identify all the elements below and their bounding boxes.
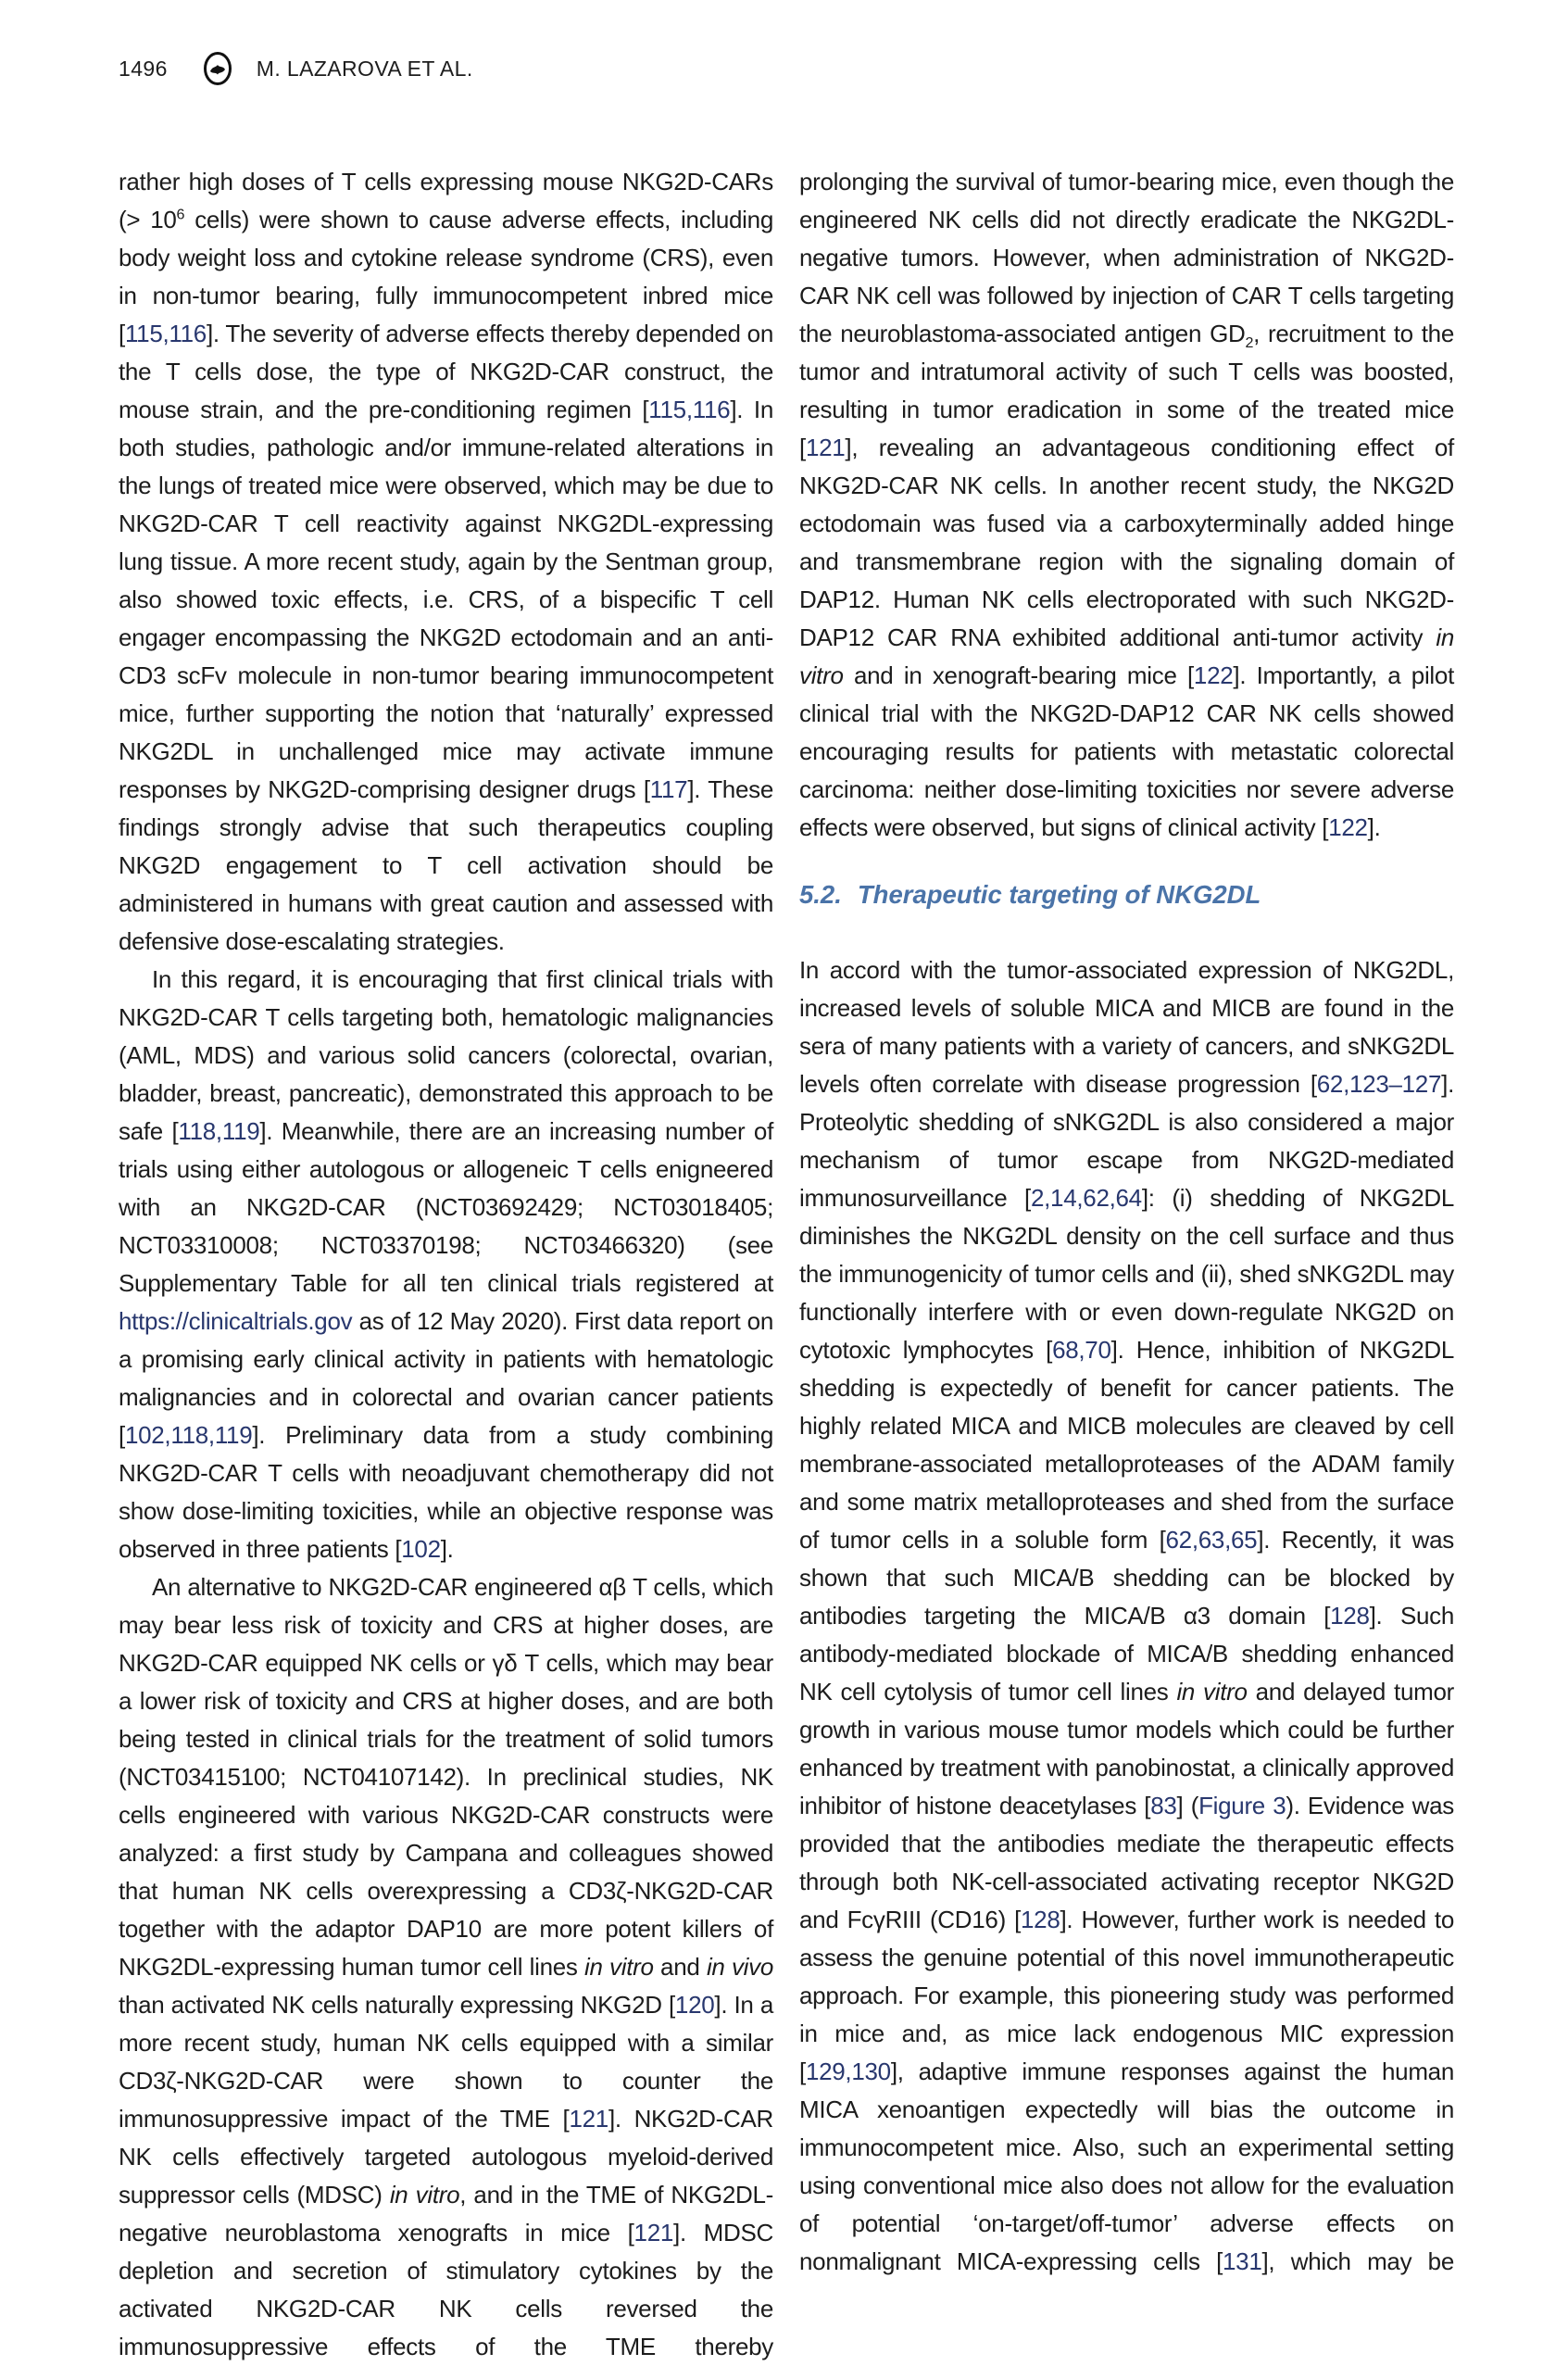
- text-run: ]. Such antibody-mediated blockade of MICA/B shedding enhanced NK cell cytolysis of tumor cell lines: [799, 1602, 1455, 1705]
- text-run: ]. Proteolytic shedding of sNKG2DL is also considered a major mechanism of tumor escape from NKG2D-mediated immunosurveillance [: [799, 1070, 1454, 1212]
- citation-link[interactable]: 68,70: [1052, 1336, 1111, 1364]
- text-run: ], which may be: [1261, 2247, 1454, 2275]
- citation-link[interactable]: 128: [1021, 1906, 1060, 1933]
- citation-link[interactable]: 131: [1223, 2247, 1262, 2275]
- paragraph: [119, 1568, 773, 2366]
- citation-link[interactable]: 121: [633, 2219, 674, 2246]
- citation-link[interactable]: 2,14,62,64: [1030, 1184, 1142, 1212]
- citation-link[interactable]: 122: [1328, 813, 1368, 841]
- text-run: as of 12 May 2020). First data report on a promising early clinical activity in patients with hematologic malignancies and in colorectal and ovarian cancer patients [: [119, 1307, 773, 1449]
- citation-link[interactable]: 115,116: [648, 396, 731, 423]
- article-body: [119, 163, 1454, 2366]
- text-run: ].: [440, 1535, 454, 1563]
- section-heading: [799, 875, 1454, 913]
- text-run: An alternative to NKG2D-CAR engineered αβ T cells, which may bear less risk of toxicity and CRS at higher doses, are NKG2D-CAR equipped NK cells or γδ T cells, which may bear a lower risk of toxicity and CRS at higher doses, and are both being tested in clinical trials for the treatment of solid tumors (NCT03415100; NCT04107142). In preclinical studies, NK cells engineered with various NKG2D-CAR constructs were analyzed: a first study by Campana and colleagues showed that human NK cells overexpressing a CD3ζ-NKG2D-CAR together with the adaptor DAP10 are more potent killers of NKG2DL-expressing human tumor cell lines: [119, 1573, 773, 1981]
- text-run: and delayed tumor growth in various mouse tumor models which could be further enhanced by treatment with panobinostat, a clinically approved inhibitor of histone deacetylases [: [799, 1678, 1454, 1819]
- paragraph: [799, 951, 1454, 2281]
- citation-link[interactable]: 115,116: [124, 320, 207, 347]
- italic-text: in vivo: [706, 1953, 773, 1981]
- text-run: ].: [1367, 813, 1381, 841]
- citation-link[interactable]: 128: [1330, 1602, 1370, 1630]
- subscript: 2: [1245, 334, 1254, 352]
- section-number: 5.2.: [799, 880, 842, 909]
- text-run: prolonging the survival of tumor-bearing mice, even though the engineered NK cells did not directly eradicate the NKG2DL-negative tumors. However, when administration of NKG2D-CAR NK cell was followed by injection of CAR T cells targeting the neuroblastoma-associated antigen GD: [799, 168, 1454, 347]
- section-title: Therapeutic targeting of NKG2DL: [857, 880, 1261, 909]
- text-run: ], adaptive immune responses against the human MICA xenoantigen expectedly will bias the outcome in immunocompetent mice. Also, such an experimental setting using conventional mice also does not allow for the evaluation of potential ‘on-target/off-tumor’ adverse effects on nonmalignant MICA-expressing cells [: [799, 2058, 1454, 2275]
- text-run: than activated NK cells naturally expressing NKG2D [: [119, 1991, 675, 2019]
- page-number: 1496: [119, 56, 168, 81]
- paragraph: [119, 163, 773, 961]
- text-run: In this regard, it is encouraging that first clinical trials with NKG2D-CAR T cells targeting both, hematologic malignancies (AML, MDS) and various solid cancers (colorectal, ovarian, bladder, breast, pancreatic), demonstrated this approach to be safe [: [119, 965, 773, 1145]
- text-run: ]. Hence, inhibition of NKG2DL shedding is expectedly of benefit for cancer patients. The highly related MICA and MICB molecules are cleaved by cell membrane-associated metalloproteases of the ADAM family and some matrix metalloproteases and shed from the surface of tumor cells in a soluble form [: [799, 1336, 1454, 1554]
- italic-text: in vitro: [1176, 1678, 1248, 1705]
- text-run: ]. Preliminary data from a study combining NKG2D-CAR T cells with neoadjuvant chemotherapy did not show dose-limiting toxicities, while an objective response was observed in three patients [: [119, 1421, 773, 1563]
- paragraph: [799, 163, 1454, 847]
- text-run: ]. In a more recent study, human NK cells equipped with a similar CD3ζ-NKG2D-CAR were shown to counter the immunosuppressive impact of the TME [: [119, 1991, 773, 2133]
- text-run: ]: (i) shedding of NKG2DL diminishes the NKG2DL density on the cell surface and thus the immunogenicity of tumor cells and (ii), shed sNKG2DL may functionally interfere with or even down-regulate NKG2D on cytotoxic lymphocytes [: [799, 1184, 1454, 1364]
- page-header: [119, 50, 473, 87]
- text-run: ]. However, further work is needed to assess the genuine potential of this novel immunotherapeutic approach. For example, this pioneering study was performed in mice and, as mice lack endogenous MIC expression [: [799, 1906, 1454, 2085]
- citation-link[interactable]: 102: [401, 1535, 441, 1563]
- citation-link[interactable]: 117: [649, 775, 688, 803]
- text-run: ]. The severity of adverse effects thereby depended on the T cells dose, the type of NKG2D-CAR construct, the mouse strain, and the pre-conditioning regimen [: [119, 320, 773, 423]
- running-head-authors: M. LAZAROVA ET AL.: [256, 56, 473, 81]
- citation-link[interactable]: 129,130: [805, 2058, 891, 2085]
- text-run: In accord with the tumor-associated expression of NKG2DL, increased levels of soluble MICA and MICB are found in the sera of many patients with a variety of cancers, and sNKG2DL levels often correlate with disease progression [: [799, 956, 1454, 1098]
- italic-text: in vitro: [584, 1953, 654, 1981]
- citation-link[interactable]: 122: [1193, 661, 1234, 689]
- text-run: ). Evidence was provided that the antibodies mediate the therapeutic effects through both NK-cell-associated activating receptor NKG2D and FcγRIII (CD16) [: [799, 1792, 1455, 1933]
- text-run: ]. Recently, it was shown that such MICA/B shedding can be blocked by antibodies targeting the MICA/B α3 domain [: [799, 1526, 1454, 1630]
- citation-link[interactable]: 62,63,65: [1165, 1526, 1258, 1554]
- italic-text: in vitro: [389, 2181, 460, 2209]
- text-run: , recruitment to the tumor and intratumoral activity of such T cells was boosted, resulting in tumor eradication in some of the treated mice [: [799, 320, 1454, 461]
- text-run: ]. These findings strongly advise that such therapeutics coupling NKG2D engagement to T cell activation should be administered in humans with great caution and assessed with defensive dose-escalating strategies.: [119, 775, 773, 955]
- text-run: ]. Importantly, a pilot clinical trial with the NKG2D-DAP12 CAR NK cells showed encouraging results for patients with metastatic colorectal carcinoma: neither dose-limiting toxicities nor severe adverse effects were observed, but signs of clinical activity [: [799, 661, 1454, 841]
- citation-link[interactable]: 121: [569, 2105, 608, 2133]
- text-run: and: [653, 1953, 707, 1981]
- figure-reference-link[interactable]: Figure 3: [1198, 1792, 1286, 1819]
- citation-link[interactable]: 118,119: [178, 1117, 260, 1145]
- left-column: [119, 163, 773, 2366]
- publisher-logo-icon: [199, 50, 236, 87]
- text-run: rather high doses of T cells expressing mouse NKG2D-CARs (> 10: [119, 168, 773, 233]
- citation-link[interactable]: 83: [1150, 1792, 1177, 1819]
- paragraph: [119, 961, 773, 1568]
- right-column: [799, 163, 1454, 2366]
- external-link[interactable]: https://clinicaltrials.gov: [119, 1307, 353, 1335]
- text-run: and in xenograft-bearing mice [: [843, 661, 1194, 689]
- citation-link[interactable]: 62,123–127: [1316, 1070, 1442, 1098]
- superscript: 6: [176, 206, 185, 223]
- text-run: cells) were shown to cause adverse effects, including body weight loss and cytokine release syndrome (CRS), even in non-tumor bearing, fully immunocompetent inbred mice [: [119, 206, 773, 347]
- citation-link[interactable]: 121: [805, 434, 846, 461]
- italic-text: in vitro: [799, 623, 1454, 689]
- text-run: ]. Meanwhile, there are an increasing number of trials using either autologous or allogeneic T cells enigneered with an NKG2D-CAR (NCT03692429; NCT03018405; NCT03310008; NCT03370198; NCT03466320) (see Supplementary Table for all ten clinical trials registered at: [119, 1117, 773, 1297]
- text-run: ]. MDSC depletion and secretion of stimulatory cytokines by the activated NKG2D-CAR NK cells reversed the immunosuppressive effects of the TME thereby: [119, 2219, 774, 2360]
- text-run: ], revealing an advantageous conditioning effect of NKG2D-CAR NK cells. In another recent study, the NKG2D ectodomain was fused via a carboxyterminally added hinge and transmembrane region with the signaling domain of DAP12. Human NK cells electroporated with such NKG2D-DAP12 CAR RNA exhibited additional anti-tumor activity: [799, 434, 1454, 651]
- text-run: ]. In both studies, pathologic and/or immune-related alterations in the lungs of treated mice were observed, which may be due to NKG2D-CAR T cell reactivity against NKG2DL-expressing lung tissue. A more recent study, again by the Sentman group, also showed toxic effects, i.e. CRS, of a bispecific T cell engager encompassing the NKG2D ectodomain and an anti-CD3 scFv molecule in non-tumor bearing immunocompetent mice, further supporting the notion that ‘naturally’ expressed NKG2DL in unchallenged mice may activate immune responses by NKG2D-comprising designer drugs [: [119, 396, 773, 803]
- text-run: ]. NKG2D-CAR NK cells effectively targeted autologous myeloid-derived suppressor cells (MDSC): [119, 2105, 773, 2209]
- text-run: , and in the TME of NKG2DL-negative neuroblastoma xenografts in mice [: [119, 2181, 773, 2246]
- citation-link[interactable]: 102,118,119: [124, 1421, 253, 1449]
- text-run: ] (: [1176, 1792, 1199, 1819]
- citation-link[interactable]: 120: [674, 1991, 715, 2019]
